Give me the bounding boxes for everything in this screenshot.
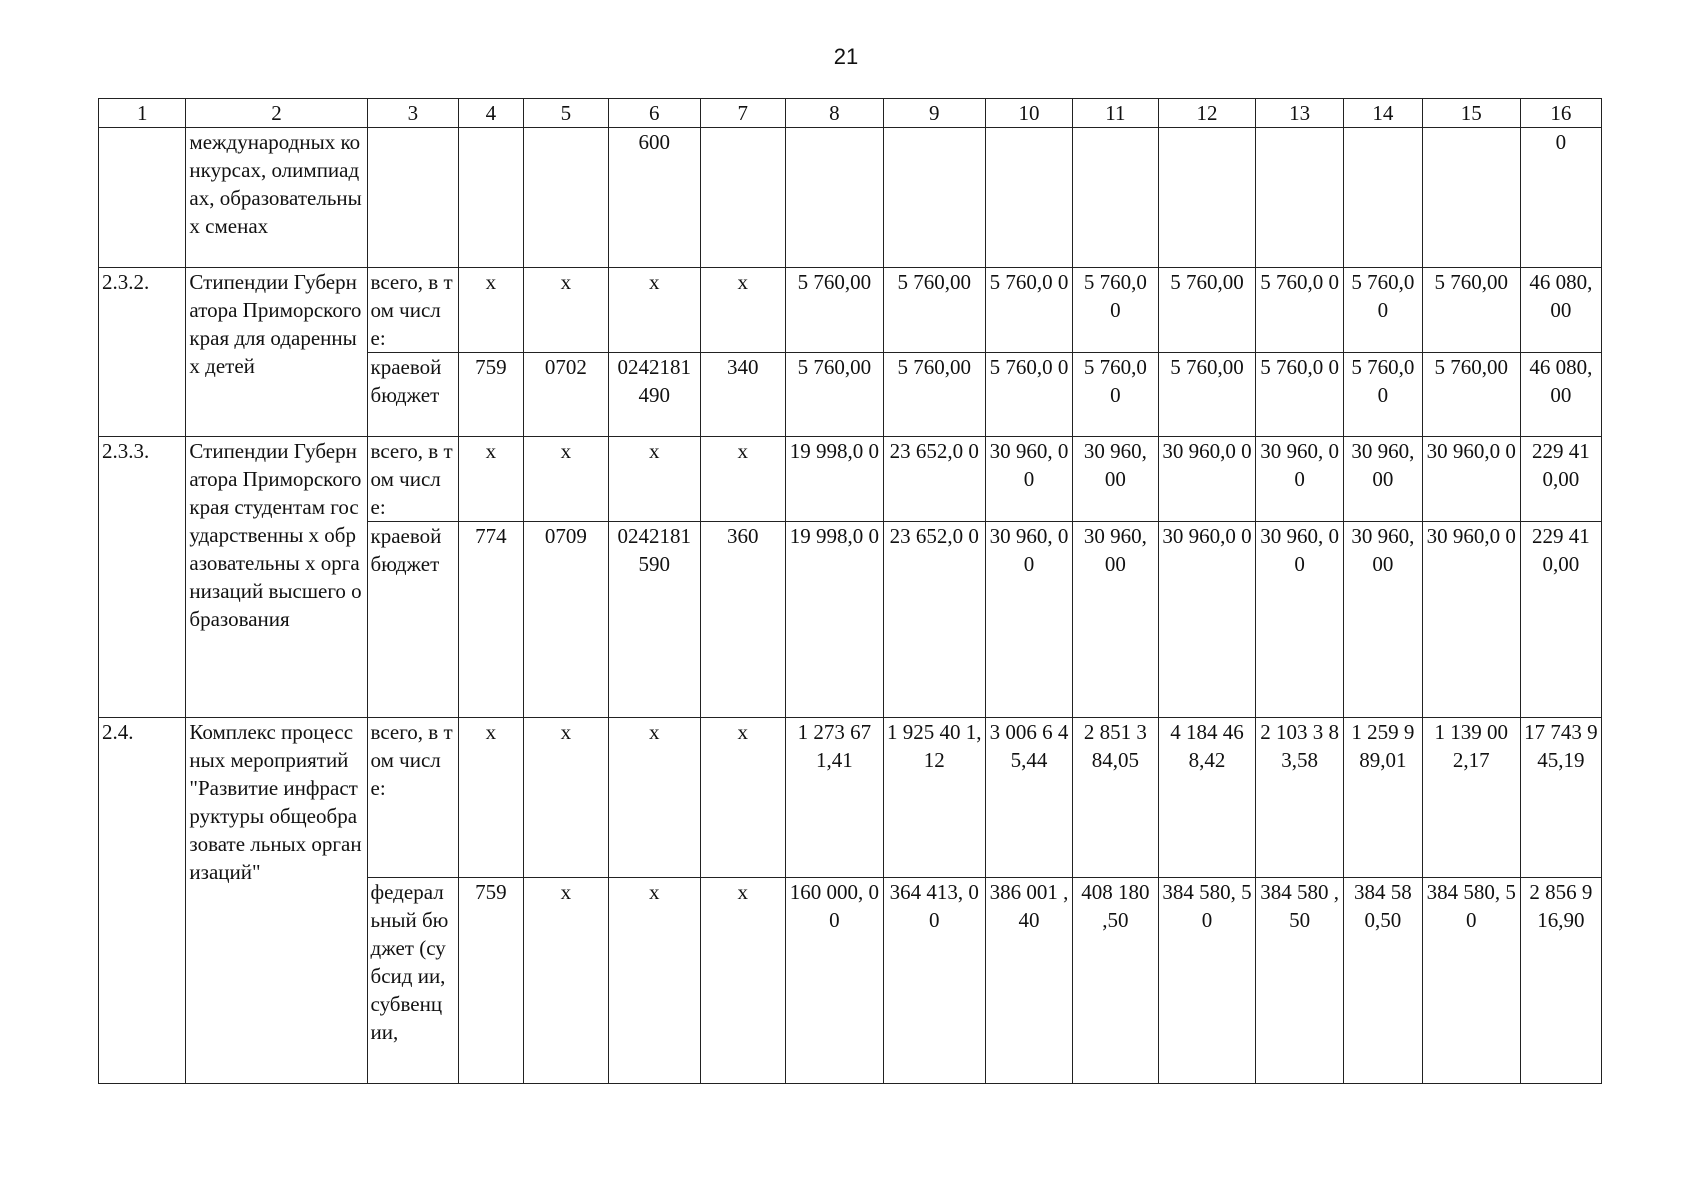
header-cell: 9: [883, 99, 985, 128]
table-cell: 0702: [523, 353, 608, 437]
source-cell: краевой бюджет: [367, 522, 459, 718]
value-cell: 1 139 00 2,17: [1422, 718, 1520, 878]
row-number-cell: 2.4.: [99, 718, 186, 1084]
value-cell: 229 41 0,00: [1520, 522, 1601, 718]
value-cell: 19 998,0 0: [785, 522, 883, 718]
value-cell: 30 960,0 0: [1158, 522, 1256, 718]
value-cell: 1 925 40 1,12: [883, 718, 985, 878]
value-cell: 5 760,00: [1158, 268, 1256, 353]
value-cell: 30 960, 00: [1343, 437, 1422, 522]
header-cell: 1: [99, 99, 186, 128]
value-cell: 4 184 46 8,42: [1158, 718, 1256, 878]
value-cell: 5 760,00: [883, 268, 985, 353]
value-cell: 30 960, 00: [985, 437, 1072, 522]
table-cell: [1256, 128, 1343, 268]
header-cell: 6: [609, 99, 701, 128]
row-name-cell: Стипендии Губернатора Приморского края студентам государственны х образовательны х организаций высшего образования: [186, 437, 367, 718]
value-cell: 5 760,0 0: [1256, 353, 1343, 437]
value-cell: 5 760,0 0: [1073, 353, 1158, 437]
row-number-cell: 2.3.2.: [99, 268, 186, 437]
value-cell: 2 856 9 16,90: [1520, 878, 1601, 1084]
source-cell: всего, в том числе:: [367, 437, 459, 522]
value-cell: 5 760,0 0: [1343, 268, 1422, 353]
header-cell: 15: [1422, 99, 1520, 128]
table-cell: [1158, 128, 1256, 268]
table-cell: x: [523, 878, 608, 1084]
table-row: [99, 437, 1602, 522]
table-cell: x: [609, 878, 701, 1084]
value-cell: 30 960, 00: [1073, 522, 1158, 718]
page-number: 21: [833, 44, 859, 69]
header-cell: 16: [1520, 99, 1601, 128]
table-cell: x: [700, 878, 785, 1084]
value-cell: 19 998,0 0: [785, 437, 883, 522]
table-cell: 340: [700, 353, 785, 437]
table-cell: x: [459, 718, 524, 878]
table-cell: x: [700, 268, 785, 353]
value-cell: 384 580, 50: [1158, 878, 1256, 1084]
value-cell: 46 080, 00: [1520, 353, 1601, 437]
header-cell: 8: [785, 99, 883, 128]
table-cell: [1073, 128, 1158, 268]
value-cell: 23 652,0 0: [883, 437, 985, 522]
table-cell: 0242181 490: [609, 353, 701, 437]
value-cell: 229 41 0,00: [1520, 437, 1601, 522]
table-cell: 759: [459, 878, 524, 1084]
value-cell: 30 960, 00: [985, 522, 1072, 718]
table-cell: x: [523, 718, 608, 878]
value-cell: 30 960,0 0: [1422, 437, 1520, 522]
table-cell: 0709: [523, 522, 608, 718]
value-cell: 30 960,0 0: [1422, 522, 1520, 718]
value-cell: 408 180 ,50: [1073, 878, 1158, 1084]
budget-table: [98, 98, 1602, 1084]
table-cell: 360: [700, 522, 785, 718]
header-cell: 2: [186, 99, 367, 128]
row-name-cell: международных конкурсах, олимпиадах, образовательны х сменах: [186, 128, 367, 268]
value-cell: 30 960, 00: [1343, 522, 1422, 718]
table-cell: 774: [459, 522, 524, 718]
value-cell: 5 760,00: [883, 353, 985, 437]
header-cell: 10: [985, 99, 1072, 128]
table-cell: [985, 128, 1072, 268]
value-cell: 2 851 3 84,05: [1073, 718, 1158, 878]
source-cell: всего, в том числе:: [367, 268, 459, 353]
value-cell: 46 080, 00: [1520, 268, 1601, 353]
table-cell: 0: [1520, 128, 1601, 268]
value-cell: 30 960, 00: [1256, 522, 1343, 718]
value-cell: 384 580, 50: [1422, 878, 1520, 1084]
header-cell: 12: [1158, 99, 1256, 128]
value-cell: 3 006 6 45,44: [985, 718, 1072, 878]
table-row: [99, 268, 1602, 353]
value-cell: 30 960, 00: [1256, 437, 1343, 522]
table-cell: [883, 128, 985, 268]
value-cell: 5 760,00: [1422, 268, 1520, 353]
table-cell: x: [523, 268, 608, 353]
value-cell: 160 000, 00: [785, 878, 883, 1084]
value-cell: 5 760,0 0: [1256, 268, 1343, 353]
header-cell: 14: [1343, 99, 1422, 128]
table-cell: x: [609, 268, 701, 353]
row-number-cell: 2.3.3.: [99, 437, 186, 718]
value-cell: 5 760,0 0: [1073, 268, 1158, 353]
table-cell: [523, 128, 608, 268]
row-name-cell: Стипендии Губернатора Приморского края для одаренных детей: [186, 268, 367, 437]
value-cell: 5 760,00: [785, 268, 883, 353]
value-cell: 364 413, 00: [883, 878, 985, 1084]
header-row: [99, 99, 1602, 128]
value-cell: 1 273 67 1,41: [785, 718, 883, 878]
table-cell: x: [609, 437, 701, 522]
value-cell: 5 760,0 0: [985, 353, 1072, 437]
value-cell: 5 760,00: [1422, 353, 1520, 437]
table-cell: x: [700, 718, 785, 878]
table-row: [99, 128, 1602, 268]
table-cell: 0242181 590: [609, 522, 701, 718]
table-cell: [700, 128, 785, 268]
table-cell: 600: [609, 128, 701, 268]
table-cell: x: [609, 718, 701, 878]
header-cell: 7: [700, 99, 785, 128]
row-name-cell: Комплекс процессных мероприятий "Развитие инфраструктуры общеобразовате льных организаций": [186, 718, 367, 1084]
value-cell: 1 259 9 89,01: [1343, 718, 1422, 878]
table-cell: [1422, 128, 1520, 268]
table-cell: x: [459, 437, 524, 522]
value-cell: 17 743 945,19: [1520, 718, 1601, 878]
header-cell: 13: [1256, 99, 1343, 128]
header-cell: 3: [367, 99, 459, 128]
table-cell: [1343, 128, 1422, 268]
table-cell: x: [459, 268, 524, 353]
source-cell: краевой бюджет: [367, 353, 459, 437]
value-cell: 5 760,0 0: [985, 268, 1072, 353]
table-cell: [459, 128, 524, 268]
header-cell: 5: [523, 99, 608, 128]
header-cell: 11: [1073, 99, 1158, 128]
value-cell: 5 760,00: [785, 353, 883, 437]
value-cell: 30 960, 00: [1073, 437, 1158, 522]
value-cell: 384 58 0,50: [1343, 878, 1422, 1084]
row-number-cell: [99, 128, 186, 268]
header-cell: 4: [459, 99, 524, 128]
value-cell: 23 652,0 0: [883, 522, 985, 718]
table-cell: [785, 128, 883, 268]
value-cell: 2 103 3 83,58: [1256, 718, 1343, 878]
source-cell: федерал ьный бюджет (субсид ии, субвенц ии,: [367, 878, 459, 1084]
value-cell: 5 760,0 0: [1343, 353, 1422, 437]
value-cell: 30 960,0 0: [1158, 437, 1256, 522]
table-cell: x: [700, 437, 785, 522]
table-cell: 759: [459, 353, 524, 437]
value-cell: 386 001 ,40: [985, 878, 1072, 1084]
table-cell: [367, 128, 459, 268]
source-cell: всего, в том числе:: [367, 718, 459, 878]
table-cell: x: [523, 437, 608, 522]
value-cell: 5 760,00: [1158, 353, 1256, 437]
table-row: [99, 718, 1602, 878]
value-cell: 384 580 ,50: [1256, 878, 1343, 1084]
